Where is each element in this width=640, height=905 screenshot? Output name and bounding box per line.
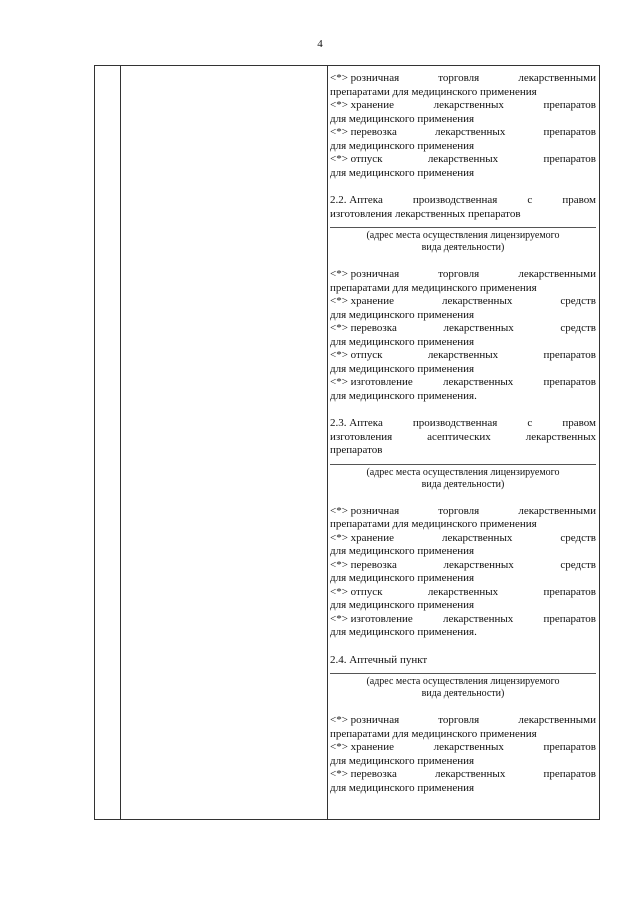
word: правом — [562, 194, 596, 206]
activity-item-line — [330, 376, 596, 390]
word: лекарственных — [435, 768, 506, 780]
word: производственная — [412, 417, 498, 429]
word: <*> розничная — [330, 72, 400, 84]
activity-item-continuation: препаратами для медицинского применения — [330, 518, 537, 530]
word: <*> хранение — [330, 99, 394, 111]
word: лекарственных — [427, 585, 499, 598]
word: лекарственными — [518, 268, 596, 280]
activity-item-line — [330, 99, 596, 113]
word: лекарственных — [443, 322, 514, 334]
activity-list-2-2 — [330, 268, 596, 403]
word: лекарственных — [442, 531, 513, 544]
column-divider-2 — [327, 66, 328, 819]
word: асептических — [427, 430, 491, 443]
word: средств — [560, 531, 596, 544]
activity-item-line — [330, 126, 596, 140]
address-field-line — [330, 673, 596, 674]
activity-item-continuation: для медицинского применения — [330, 599, 475, 611]
activity-item-continuation: для медицинского применения — [330, 166, 475, 179]
word: <*> розничная — [330, 268, 400, 280]
word: лекарственных — [442, 295, 513, 307]
address-field-line — [330, 227, 596, 228]
address-caption: (адрес места осуществления лицензируемого вида деятельности) — [366, 676, 560, 699]
address-field-line — [330, 464, 596, 465]
activity-item-line — [330, 613, 596, 627]
activity-item-continuation: для медицинского применения — [330, 308, 475, 321]
activity-item-continuation: препаратами для медицинского применения — [330, 85, 537, 98]
word: торговля — [438, 504, 480, 517]
word: лекарственных — [442, 612, 514, 625]
activity-item-line — [330, 559, 596, 573]
word: препаратов — [543, 585, 596, 598]
section-2-2-heading-line2: изготовления лекарственных препаратов — [330, 207, 521, 220]
word: <*> розничная — [330, 504, 400, 517]
word: лекарственных — [427, 153, 499, 165]
word: торговля — [438, 72, 480, 84]
section-2-2-heading — [330, 194, 596, 208]
activity-item-line — [330, 322, 596, 336]
word: лекарственными — [518, 72, 596, 84]
word: 2.3. Аптека — [330, 417, 383, 429]
word: <*> хранение — [330, 531, 394, 544]
activity-item-continuation: для медицинского применения — [330, 572, 475, 584]
word: <*> перевозка — [330, 126, 397, 138]
word: <*> перевозка — [330, 558, 397, 571]
activity-column — [330, 72, 596, 795]
activity-item-line — [330, 268, 596, 282]
word: лекарственных — [427, 349, 499, 361]
word: препаратов — [543, 612, 596, 625]
section-2-3-heading-line3: препаратов — [330, 444, 383, 456]
word: препаратов — [543, 126, 596, 138]
word: с — [527, 194, 533, 206]
activity-item-line — [330, 295, 596, 309]
word: изготовления — [330, 430, 393, 443]
word: лекарственных — [525, 430, 596, 443]
word: средств — [560, 558, 596, 571]
word: 2.2. Аптека — [330, 194, 383, 206]
word: <*> отпуск — [330, 585, 383, 598]
activity-item-continuation: для медицинского применения — [330, 545, 475, 557]
word: препаратов — [543, 741, 596, 753]
word: <*> отпуск — [330, 349, 383, 361]
activity-item-continuation: для медицинского применения. — [330, 626, 477, 638]
address-caption: (адрес места осуществления лицензируемого вида деятельности) — [366, 230, 560, 253]
section-2-2 — [330, 194, 596, 403]
activity-item-continuation: для медицинского применения. — [330, 389, 477, 402]
section-2-3 — [330, 417, 596, 640]
word: лекарственных — [433, 99, 504, 111]
word: лекарственными — [518, 504, 596, 517]
column-divider-1 — [120, 66, 121, 819]
word: правом — [562, 417, 596, 429]
page-number: 4 — [317, 38, 323, 50]
activity-item-line — [330, 349, 596, 363]
address-caption: (адрес места осуществления лицензируемого вида деятельности) — [366, 466, 560, 490]
word: производственная — [412, 194, 498, 206]
section-2-4-heading: 2.4. Аптечный пункт — [330, 653, 428, 666]
word: <*> перевозка — [330, 768, 397, 780]
activity-item-line — [330, 768, 596, 782]
word: <*> изготовление — [330, 376, 413, 388]
word: препаратов — [543, 99, 596, 111]
word: <*> хранение — [330, 741, 394, 753]
activity-list-block1 — [330, 72, 596, 180]
activity-item-line — [330, 532, 596, 546]
activity-list-2-4 — [330, 714, 596, 795]
activity-item-line — [330, 714, 596, 728]
section-2-4 — [330, 654, 596, 796]
word: препаратов — [543, 153, 596, 165]
section-2-3-heading-line2 — [330, 431, 596, 445]
activity-item-line — [330, 72, 596, 86]
word: с — [527, 417, 533, 429]
word: лекарственных — [443, 558, 514, 571]
word: торговля — [438, 714, 480, 726]
activity-item-continuation: для медицинского применения — [330, 362, 475, 375]
word: лекарственных — [435, 126, 506, 138]
activity-item-continuation: для медицинского применения — [330, 139, 475, 152]
word: <*> изготовление — [330, 612, 413, 625]
word: препаратов — [543, 376, 596, 388]
activity-item-continuation: для медицинского применения — [330, 781, 475, 794]
word: <*> розничная — [330, 714, 400, 726]
word: торговля — [438, 268, 480, 280]
word: лекарственных — [433, 741, 504, 753]
activity-list-2-3 — [330, 505, 596, 640]
word: <*> хранение — [330, 295, 394, 307]
activity-item-line — [330, 586, 596, 600]
word: препаратов — [543, 768, 596, 780]
word: препаратов — [543, 349, 596, 361]
activity-item-continuation: препаратами для медицинского применения — [330, 281, 537, 294]
activity-item-continuation: для медицинского применения — [330, 112, 475, 125]
word: лекарственными — [518, 714, 596, 726]
section-2-3-heading — [330, 417, 596, 431]
word: средств — [560, 322, 596, 334]
activity-item-continuation: препаратами для медицинского применения — [330, 727, 537, 740]
word: <*> отпуск — [330, 153, 383, 165]
activity-item-line — [330, 505, 596, 519]
activity-item-continuation: для медицинского применения — [330, 754, 475, 767]
word: средств — [560, 295, 596, 307]
activity-item-continuation: для медицинского применения — [330, 335, 475, 348]
activity-item-line — [330, 741, 596, 755]
word: лекарственных — [442, 376, 514, 388]
word: <*> перевозка — [330, 322, 397, 334]
activity-item-line — [330, 153, 596, 167]
